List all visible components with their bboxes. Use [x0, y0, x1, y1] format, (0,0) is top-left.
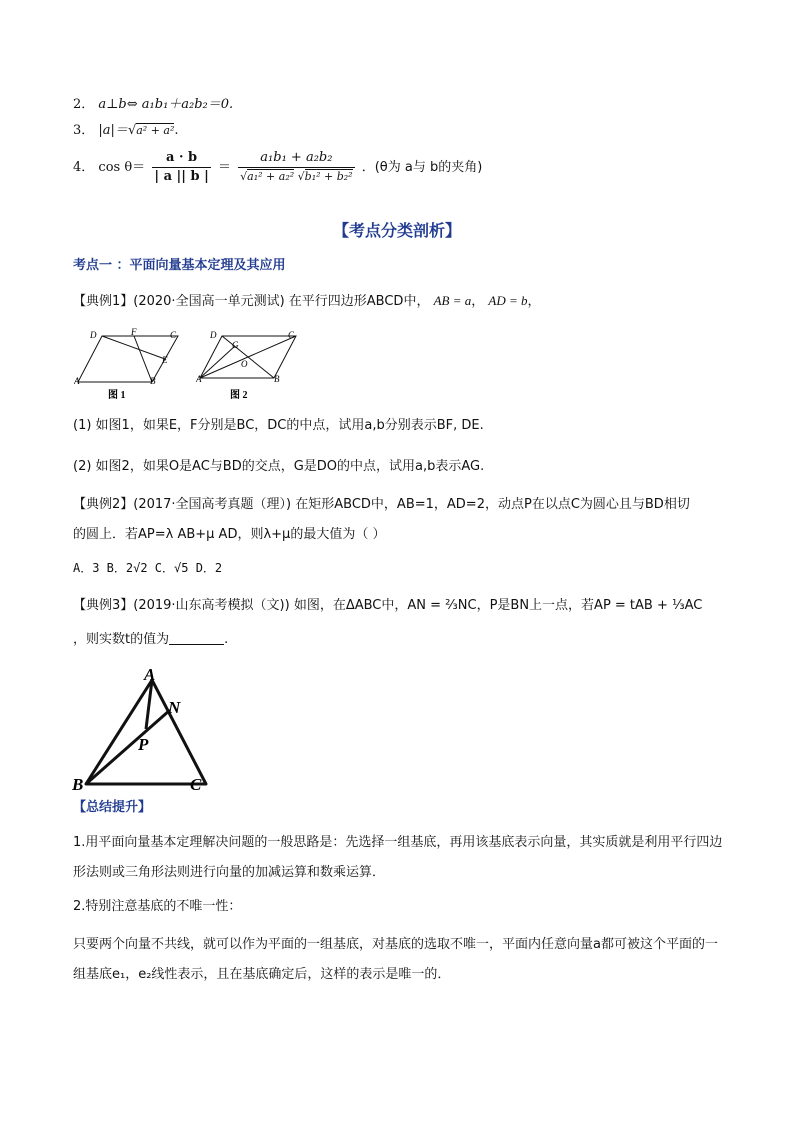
formula-number: 3．: [73, 123, 95, 138]
point-label-c: C: [190, 775, 202, 792]
answer-blank: [169, 632, 224, 645]
figure-caption: 图 2: [230, 390, 248, 401]
formula-angle: [73, 148, 482, 188]
formula-lhs: |a|＝: [98, 123, 128, 138]
radicand-a: a₁² + a₂²: [247, 170, 295, 183]
vector-ad: AD = b: [488, 293, 528, 308]
summary-title: 【总结提升】: [73, 800, 152, 815]
example1-intro: [73, 292, 541, 311]
figure-triangle: [72, 666, 212, 792]
example2-options: A．3 B．2√2 C．√5 D．2: [73, 561, 223, 575]
fraction-numerator: a₁b₁ + a₂b₂: [238, 149, 354, 168]
segment-ag: [200, 346, 235, 378]
radicand-b: b₁² + b₂²: [304, 170, 353, 183]
formula-rhs: a₁b₁＋a₂b₂＝0.: [141, 97, 234, 112]
summary-point1: 1.用平面向量基本定理解决问题的一般思路是：先选择一组基底，再用该基底表示向量，其实质就是利用平行四边形法则或三角形法则进行向量的加减运算和数乘运算．: [73, 835, 723, 880]
point-label-a: A: [196, 374, 202, 384]
point-label-e: E: [162, 355, 168, 365]
sqrt-symbol: √: [127, 123, 137, 138]
point-label-o: O: [241, 359, 248, 369]
separator: ，: [471, 294, 485, 309]
equals-sign: ＝: [218, 160, 232, 175]
example-text: (2020·全国高一单元测试) 在平行四边形ABCD中，: [133, 294, 430, 309]
example3-end: .: [224, 632, 229, 647]
fraction-denominator: √a₁² + a₂² √b₁² + b₂²: [240, 170, 353, 183]
diagonal-bd: [222, 336, 274, 378]
figure-parallelogram-1: [74, 326, 190, 402]
point-label-b: B: [150, 376, 156, 386]
section-heading: 【考点分类剖析】: [332, 221, 461, 240]
point-label-a: A: [74, 376, 80, 386]
example1-question1: (1) 如图1，如果E，F分别是BC，DC的中点，试用a,b分别表示BF, DE.: [73, 418, 484, 433]
radicand: a² + a²: [136, 124, 175, 137]
separator: ，: [527, 294, 541, 309]
point-label-n: N: [168, 698, 181, 717]
fraction-vector: [152, 149, 211, 186]
formula-cos: cos θ＝: [98, 160, 146, 175]
point-label-b: B: [274, 374, 280, 384]
segment-de: [102, 336, 165, 359]
point-label-f: F: [131, 327, 137, 337]
example3-line1: 【典例3】(2019·山东高考模拟（文)) 如图，在ΔABC中，AN = ⅔NC，P是BN上一点，若AP = tAB + ⅓AC: [73, 598, 703, 613]
formula-number: 4．: [73, 160, 95, 175]
point-label-p: P: [138, 735, 149, 754]
fraction-denominator: | a || b |: [154, 169, 209, 184]
formula-lhs: a⊥b: [98, 97, 127, 112]
point-label-c: C: [170, 330, 177, 340]
formula-perpendicular: [73, 96, 233, 114]
point-label-c: C: [288, 330, 295, 340]
equivalence-symbol: ⇔: [126, 97, 138, 112]
summary-point2: 2.特别注意基底的不唯一性：: [73, 899, 242, 914]
point-label-a: A: [144, 666, 156, 684]
fraction-numerator: a · b: [152, 149, 211, 168]
point-label-d: D: [210, 330, 217, 340]
vector-ab: AB = a: [433, 293, 472, 308]
example3-line2: [73, 631, 228, 649]
summary-point3: 只要两个向量不共线，就可以作为平面的一组基底，对基底的选取不唯一，平面内任意向量a都可被这个平面的一组基底e₁，e₂线性表示，且在基底确定后，这样的表示是唯一的．: [73, 937, 718, 982]
formula-end: .: [174, 123, 179, 138]
point-label-d: D: [90, 330, 97, 340]
formula-number: 2．: [73, 97, 95, 112]
topic-title: 考点一 ：平面向量基本定理及其应用: [73, 258, 286, 273]
example-label: 【典例1】: [73, 294, 134, 309]
figure-caption: 图 1: [108, 390, 126, 401]
example3-prompt: ，则实数t的值为: [73, 632, 170, 647]
formula-magnitude: [73, 122, 179, 140]
figure-parallelogram-2: [196, 326, 304, 402]
example2-line1: 【典例2】(2017·全国高考真题（理）) 在矩形ABCD中，AB=1，AD=2，动点P在以点C为圆心且与BD相切: [73, 497, 690, 512]
example2-line2: 的圆上．若AP=λ AB+μ AD，则λ+μ的最大值为（ ）: [73, 527, 386, 542]
formula-note: ．(θ为 a与 b的夹角): [361, 160, 483, 175]
point-label-b: B: [72, 775, 84, 792]
point-label-g: G: [232, 340, 239, 350]
example1-question2: (2) 如图2，如果O是AC与BD的交点，G是DO的中点，试用a,b表示AG.: [73, 459, 485, 474]
segment-bn: [86, 710, 170, 784]
fraction-coordinates: [238, 149, 354, 186]
